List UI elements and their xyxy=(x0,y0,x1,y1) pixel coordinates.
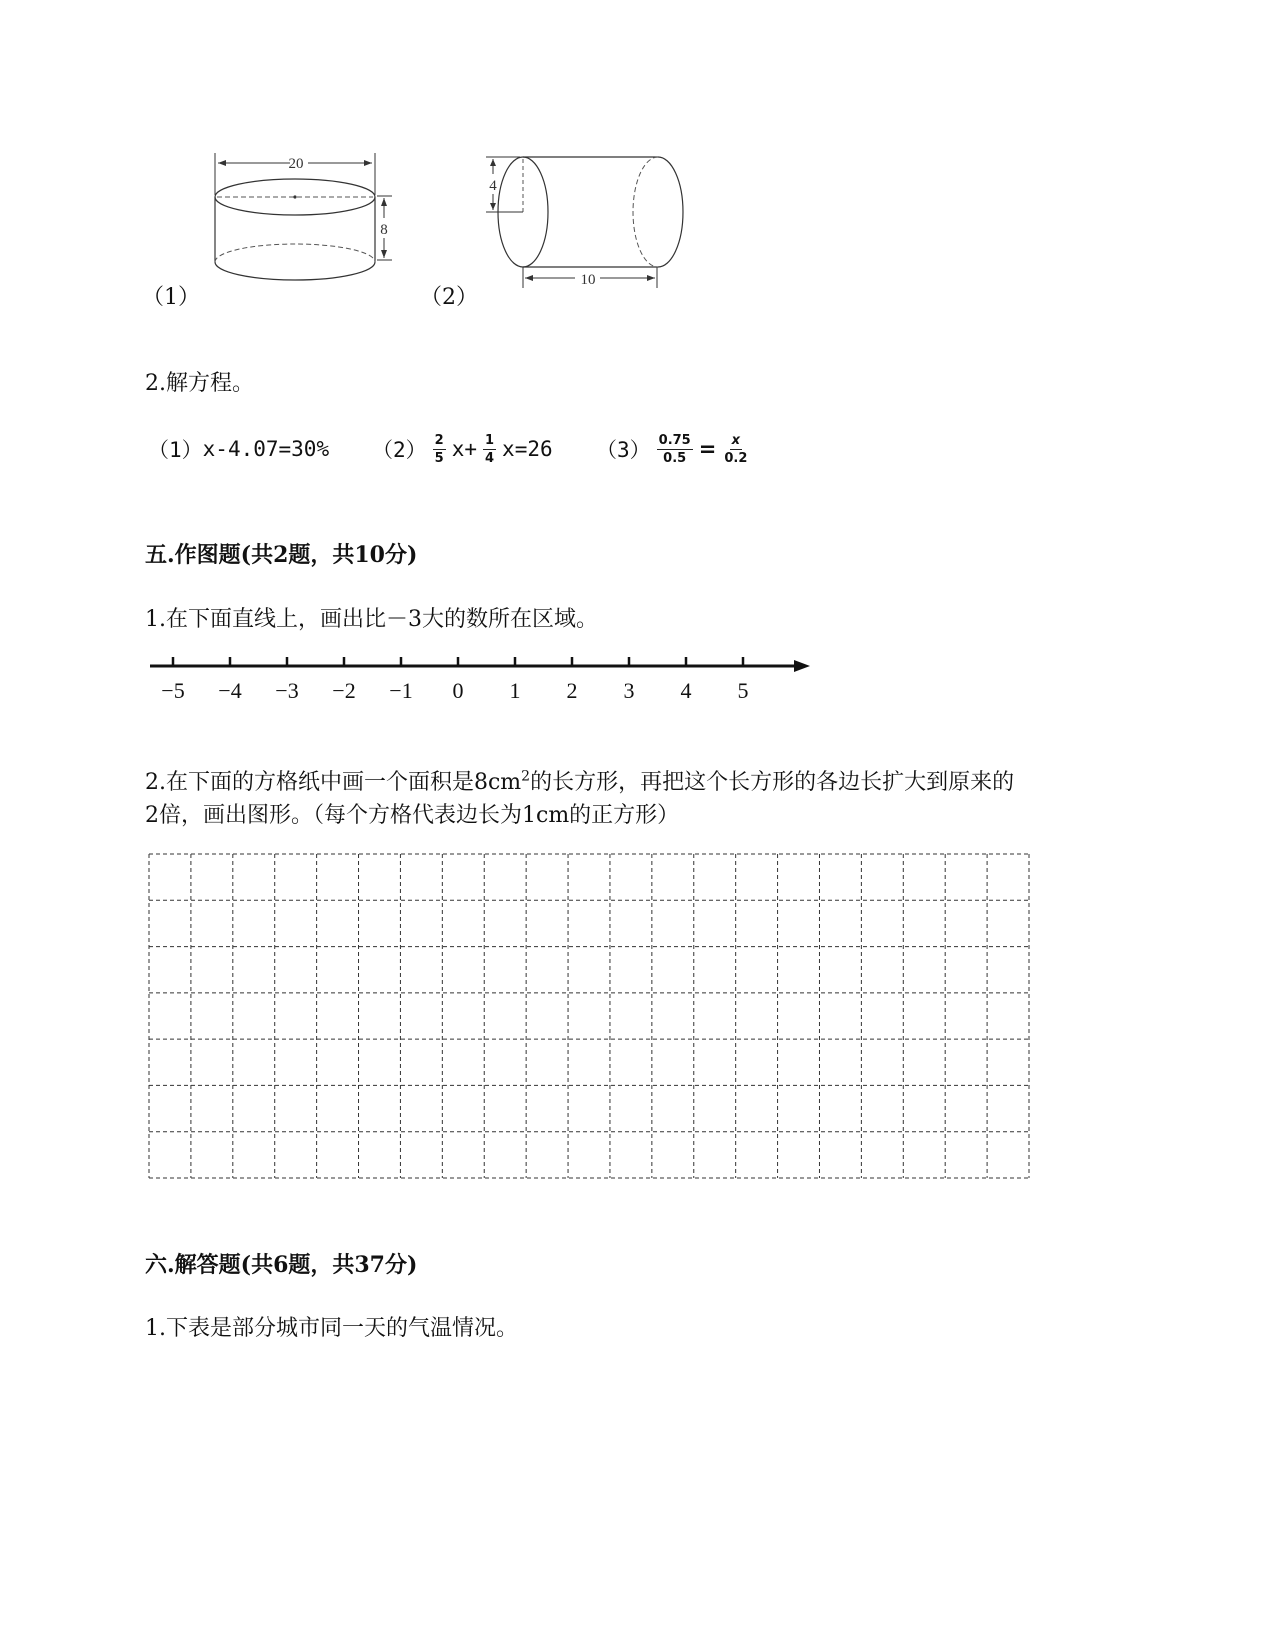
eq3-prefix: （3） xyxy=(596,438,651,462)
eq3-r-den: 0.2 xyxy=(724,450,748,466)
fig2-length-label: 10 xyxy=(580,272,596,288)
eq1-prefix: （1） xyxy=(148,438,203,462)
numberline-label: 5 xyxy=(737,678,749,703)
fig2-label: （2） xyxy=(420,285,478,310)
eq3-left-fraction xyxy=(657,433,693,466)
section6-heading: 六.解答题(共6题，共37分) xyxy=(145,1252,418,1278)
cylinder-figure-2 xyxy=(480,150,700,295)
section5-q2-post: 的长方形，再把这个长方形的各边长扩大到原来的 xyxy=(530,770,1015,795)
q2-title: 2.解方程。 xyxy=(145,371,254,396)
section5-q2-line2: 2倍，画出图形。（每个方格代表边长为1cm的正方形） xyxy=(145,803,680,828)
section5-q2-sup: 2 xyxy=(521,768,531,785)
eq2-f2-den: 4 xyxy=(485,450,495,466)
eq3-l-den: 0.5 xyxy=(663,450,687,466)
eq2-mid: x+ xyxy=(451,437,477,461)
eq2-fraction-2 xyxy=(483,433,496,466)
cylinder-figure-1 xyxy=(200,150,420,290)
section5-q2-pre: 2.在下面的方格纸中画一个面积是8cm xyxy=(145,770,522,795)
section6-q1: 1.下表是部分城市同一天的气温情况。 xyxy=(145,1316,518,1341)
numberline-label: 2 xyxy=(566,678,578,703)
fig1-height-label: 8 xyxy=(380,222,388,238)
eq2-f2-num: 1 xyxy=(485,432,495,448)
numberline-label: 0 xyxy=(452,678,464,703)
equation-1 xyxy=(148,432,329,466)
eq3-equals: = xyxy=(698,437,717,461)
numberline-label: 1 xyxy=(509,678,521,703)
numberline-label: −4 xyxy=(218,678,242,703)
numberline-label: −2 xyxy=(332,678,356,703)
numberline-label: −1 xyxy=(389,678,413,703)
equation-3 xyxy=(596,428,755,470)
section5-q1: 1.在下面直线上，画出比－3大的数所在区域。 xyxy=(145,607,598,632)
eq3-right-fraction xyxy=(722,433,749,466)
eq2-prefix: （2） xyxy=(372,438,427,462)
numberline-label: 3 xyxy=(623,678,635,703)
section5-heading: 五.作图题(共2题，共10分) xyxy=(145,542,418,568)
eq1-text: x-4.07=30% xyxy=(202,437,330,461)
eq2-tail: x=26 xyxy=(502,437,553,461)
numberline-label: 4 xyxy=(680,678,692,703)
eq2-f1-num: 2 xyxy=(434,432,444,448)
eq3-r-num: x xyxy=(731,432,741,448)
section5-q2-line1 xyxy=(145,765,1014,796)
fig1-label: （1） xyxy=(142,285,200,310)
square-grid-paper[interactable] xyxy=(147,852,1031,1180)
eq2-f1-den: 5 xyxy=(434,450,444,466)
eq3-l-num: 0.75 xyxy=(658,432,691,448)
equation-2 xyxy=(372,428,553,470)
numberline-label: −3 xyxy=(275,678,299,703)
numberline-label: −5 xyxy=(161,678,185,703)
eq2-fraction-1 xyxy=(433,433,446,466)
number-line xyxy=(140,648,820,710)
fig1-width-label: 20 xyxy=(288,156,304,172)
fig2-radius-label: 4 xyxy=(489,178,497,194)
